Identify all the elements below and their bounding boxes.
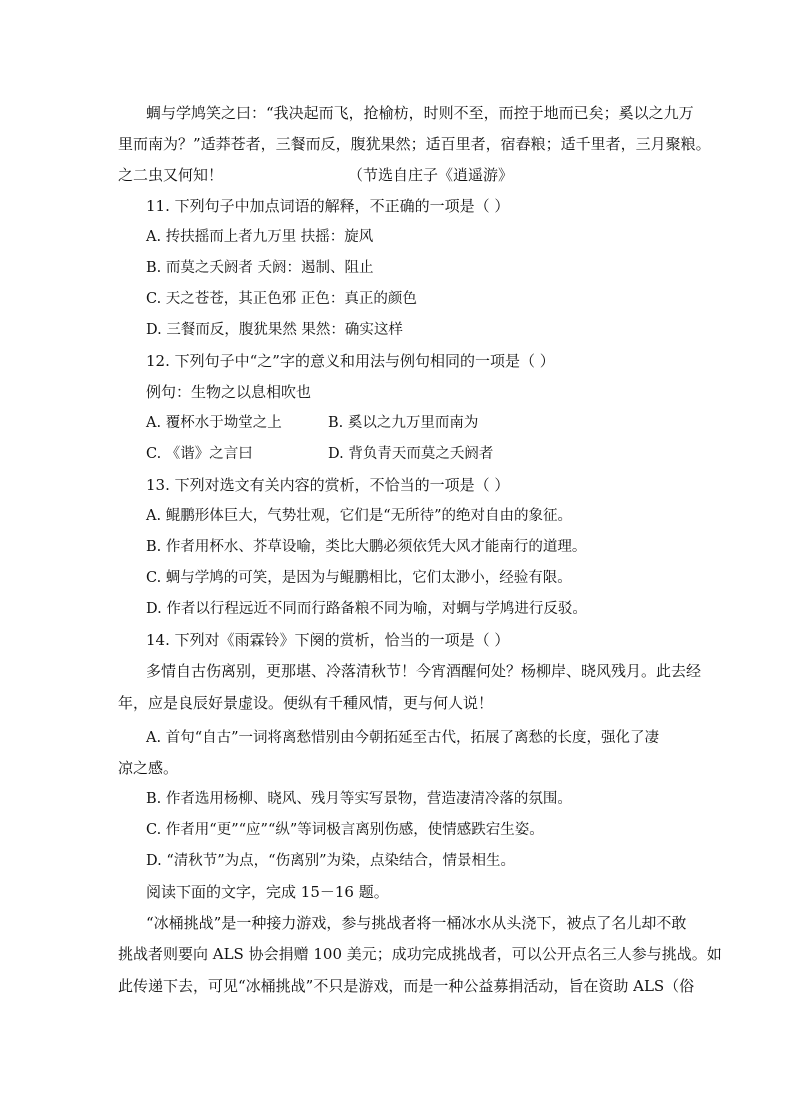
question-13-option-a: A. 鲲鹏形体巨大，气势壮观，它们是“无所待”的绝对自由的象征。 — [146, 508, 573, 524]
question-12-option-d: D. 背负青天而莫之夭阏者 — [328, 446, 494, 462]
question-13-option-c: C. 蜩与学鸠的可笑，是因为与鲲鹏相比，它们太渺小，经验有限。 — [146, 570, 572, 586]
question-14-option-c: C. 作者用“更”“应”“纵”等词极言离别伤感，使情感跌宕生姿。 — [146, 822, 544, 838]
question-12-option-c: C. 《谐》之言曰 — [146, 446, 253, 462]
question-14-option-a-line-2: 凉之感。 — [118, 759, 179, 777]
question-11-option-c: C. 天之苍苍，其正色邪 正色：真正的颜色 — [146, 291, 417, 307]
passage-line-2: 里而南为？”适莽苍者，三餐而反，腹犹果然；适百里者，宿舂粮；适千里者，三月聚粮。 — [118, 135, 711, 153]
question-12-stem: 12. 下列句子中“之”字的意义和用法与例句相同的一项是（ ） — [146, 352, 555, 370]
reading-line-1: “冰桶挑战”是一种接力游戏，参与挑战者将一桶冰水从头浇下，被点了名儿却不敢 — [146, 914, 687, 932]
question-12-option-a: A. 覆杯水于坳堂之上 — [146, 415, 282, 431]
question-12-row-2 — [146, 444, 706, 464]
question-11-option-b: B. 而莫之夭阏者 夭阏：遏制、阻止 — [146, 260, 374, 276]
question-14-option-a-line-1: A. 首句“自古”一词将离愁惜别由今朝拓延至古代，拓展了离愁的长度，强化了凄 — [146, 730, 660, 746]
poem-line-2: 年，应是良辰好景虚设。便纵有千種风情，更与何人说！ — [118, 694, 494, 712]
question-12-row-1 — [146, 413, 706, 433]
question-12-option-b: B. 奚以之九万里而南为 — [328, 415, 479, 431]
reading-line-3: 此传递下去，可见“冰桶挑战”不只是游戏，而是一种公益募捐活动，旨在资助 ALS（俗 — [118, 977, 695, 995]
question-14-option-d: D. “清秋节”为点，“伤离别”为染，点染结合，情景相生。 — [146, 853, 515, 869]
passage-source: （节选自庄子《逍遥游》 — [348, 166, 514, 184]
question-11-option-a: A. 抟扶摇而上者九万里 扶摇：旋风 — [146, 229, 374, 245]
reading-line-2: 挑战者则要向 ALS 协会捐赠 100 美元；成功完成挑战者，可以公开点名三人参与挑战。如 — [118, 945, 722, 963]
passage-line-1: 蜩与学鸠笑之曰：“我决起而飞，抢榆枋，时则不至，而控于地而已矣；奚以之九万 — [146, 104, 694, 122]
passage-line-3-text: 之二虫又何知！ — [118, 166, 224, 184]
question-11-option-d: D. 三餐而反，腹犹果然 果然：确实这样 — [146, 322, 403, 338]
reading-instruction: 阅读下面的文字，完成 15－16 题。 — [146, 883, 389, 901]
question-14-option-b: B. 作者选用杨柳、晓风、残月等实写景物，营造凄清冷落的氛围。 — [146, 791, 572, 807]
question-13-stem: 13. 下列对选文有关内容的赏析，不恰当的一项是（ ） — [146, 476, 510, 494]
question-12-example: 例句：生物之以息相吹也 — [146, 383, 312, 401]
poem-line-1: 多情自古伤离别，更那堪、冷落清秋节！今宵酒醒何处？杨柳岸、晓风残月。此去经 — [146, 662, 702, 680]
question-13-option-d: D. 作者以行程远近不同而行路备粮不同为喻，对蜩与学鸠进行反驳。 — [146, 601, 587, 617]
question-14-stem: 14. 下列对《雨霖铃》下阕的赏析，恰当的一项是（ ） — [146, 631, 510, 649]
passage-line-3 — [118, 165, 678, 185]
question-13-option-b: B. 作者用杯水、芥草设喻，类比大鹏必须依凭大风才能南行的道理。 — [146, 539, 587, 555]
question-11-stem: 11. 下列句子中加点词语的解释，不正确的一项是（ ） — [146, 197, 510, 215]
